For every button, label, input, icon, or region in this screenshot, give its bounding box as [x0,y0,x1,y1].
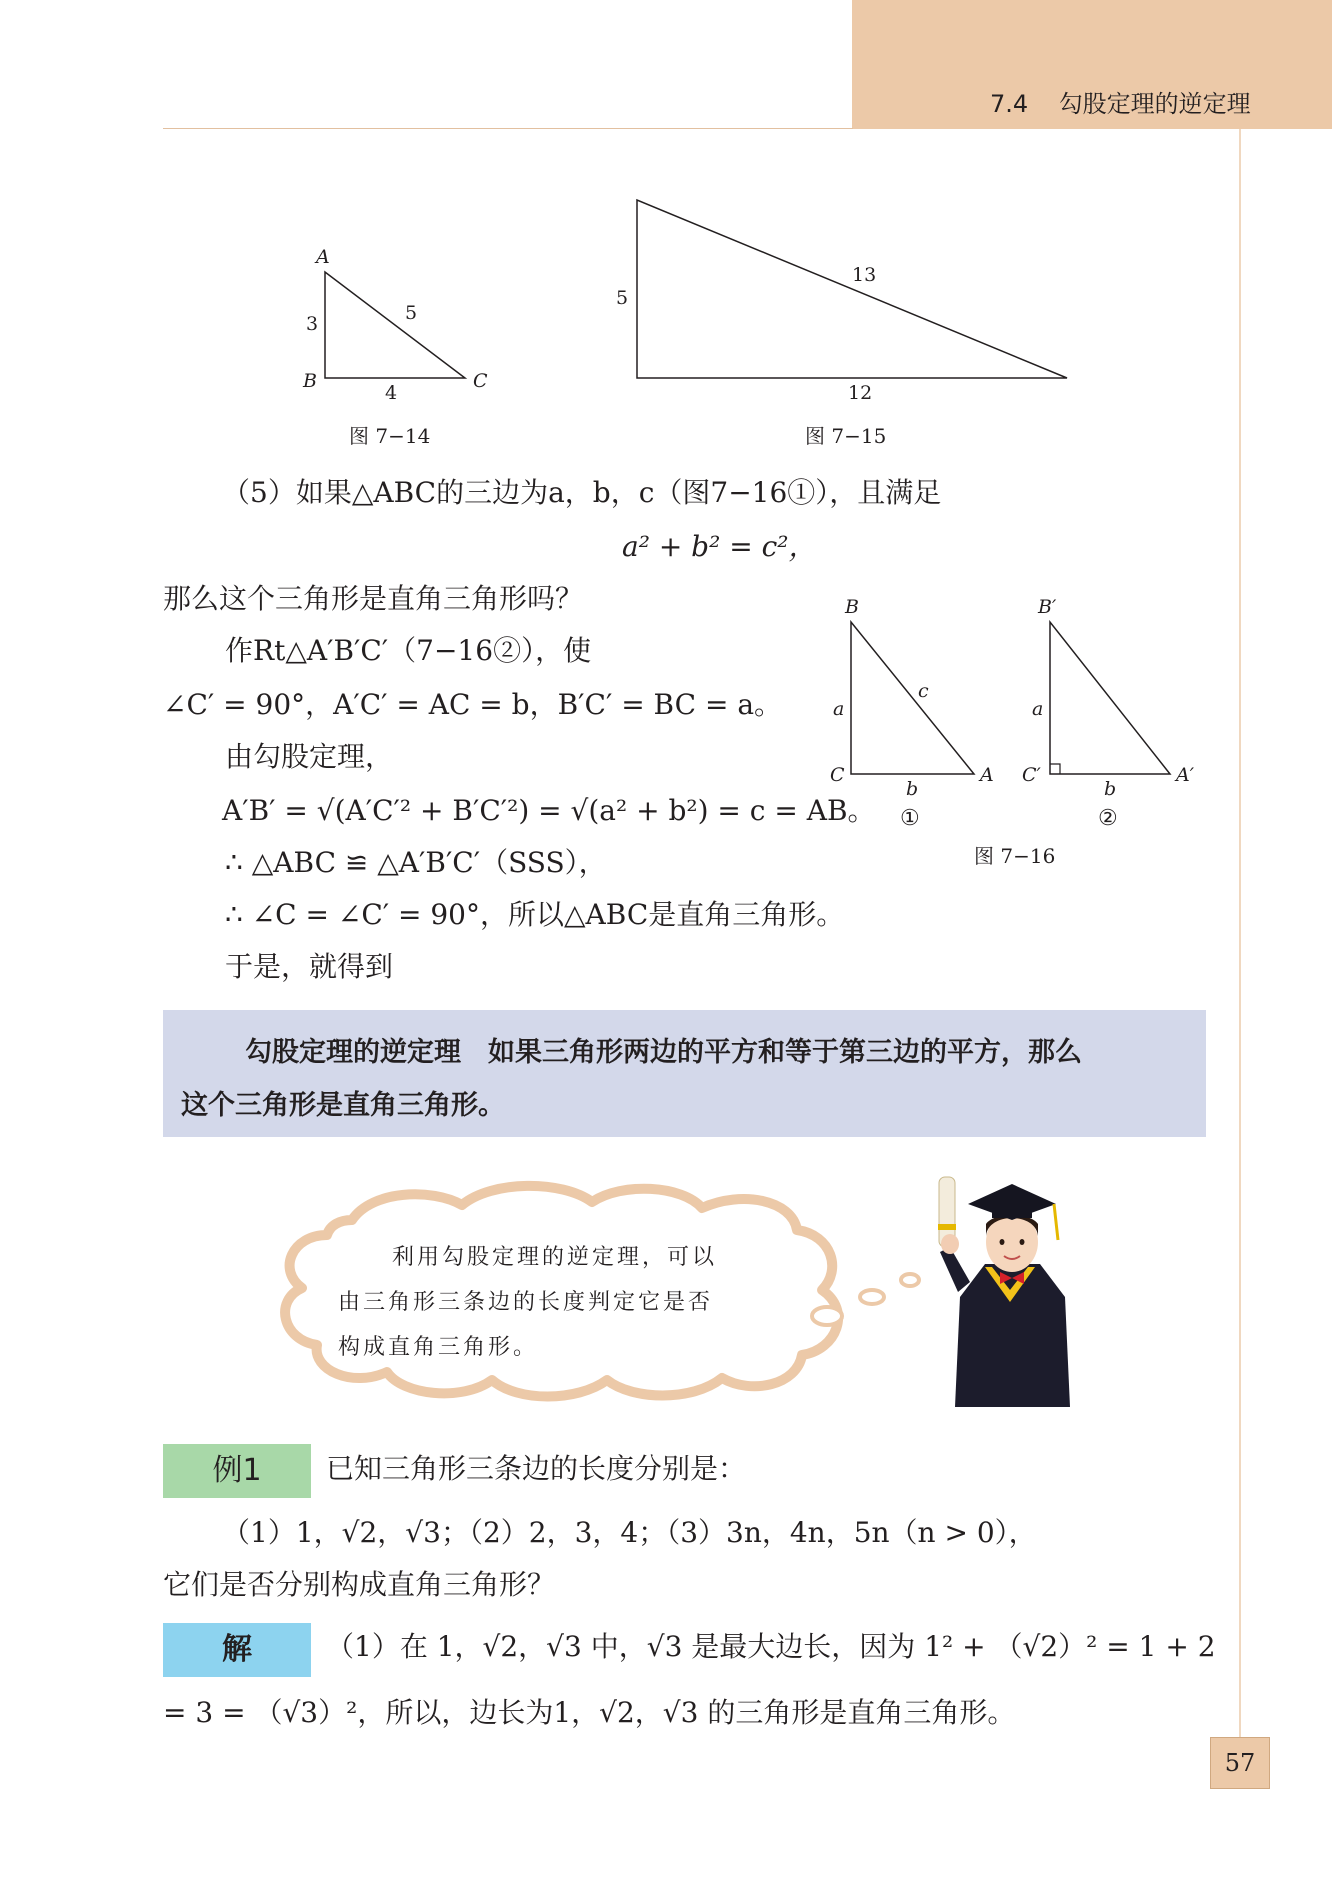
cloud-line-3: 构成直角三角形。 [338,1335,539,1360]
fig16-label-1: ① [900,806,920,831]
fig15-side-13: 13 [852,264,877,286]
fig15-caption: 图 7−15 [805,424,887,448]
fig14-side-3: 3 [306,313,319,335]
equation-a2b2c2: a² + b² = c²， [622,530,817,563]
fig16-side-a-prime: a [1032,698,1044,720]
question-line: 那么这个三角形是直角三角形吗？ [163,582,584,615]
fig16-vertex-c: C [830,764,845,786]
cloud-line-2: 由三角形三条边的长度判定它是否 [338,1290,714,1315]
fig14-side-4: 4 [385,382,398,404]
theorem-line-1 [245,1030,1082,1069]
figure-7-14 [300,240,500,410]
figure-7-15 [620,190,1080,390]
fig14-vertex-b: B [303,370,317,392]
theorem-name: 勾股定理的逆定理 [245,1037,461,1068]
graduate-girl-illustration [930,1172,1090,1412]
example-ask: 它们是否分别构成直角三角形？ [163,1568,556,1601]
fig14-caption: 图 7−14 [349,424,431,448]
fig16-side-a: a [833,698,845,720]
fig16-caption: 图 7−16 [974,844,1056,868]
construct-line: 作Rt△A′B′C′（7−16②），使 [225,634,592,667]
theorem-statement-1: 如果三角形两边的平方和等于第三边的平方，那么 [488,1037,1082,1068]
angle-line: ∠C′ = 90°，A′C′ = AC = b，B′C′ = BC = a。 [163,688,783,721]
fig14-vertex-a: A [316,246,330,268]
fig16-vertex-b: B [845,596,859,618]
margin-rule [1239,129,1241,1749]
solution-tag: 解 [163,1623,311,1677]
therefore-line: 于是，就得到 [225,950,394,983]
congruence-line: ∴ △ABC ≌ △A′B′C′（SSS）， [225,846,607,879]
fig16-vertex-c-prime: C′ [1022,764,1041,786]
figure-7-16 [840,610,1200,790]
page-number: 57 [1210,1737,1270,1789]
example-question: 已知三角形三条边的长度分别是： [326,1452,747,1485]
fig16-vertex-a: A [980,764,994,786]
fig16-side-b: b [906,778,919,800]
cloud-line-1: 利用勾股定理的逆定理，可以 [392,1245,718,1270]
example-tag: 例1 [163,1444,311,1498]
fig14-vertex-c: C [473,370,488,392]
by-theorem-line: 由勾股定理， [225,740,394,773]
fig15-side-12: 12 [848,382,873,404]
fig15-side-5: 5 [616,287,629,309]
sqrt-equation-line: A′B′ = √(A′C′² + B′C′²) = √(a² + b²) = c = AB。 [222,794,876,827]
conclusion-line: ∴ ∠C = ∠C′ = 90°，所以△ABC是直角三角形。 [225,898,845,931]
fig16-vertex-a-prime: A′ [1176,764,1195,786]
solution-line-2: = 3 = （√3）²，所以，边长为1，√2，√3 的三角形是直角三角形。 [163,1696,1016,1729]
fig16-vertex-b-prime: B′ [1038,596,1057,618]
fig16-label-2: ② [1098,806,1118,831]
solution-line-1: （1）在 1，√2，√3 中，√3 是最大边长，因为 1² + （√2）² = 1 + 2 [326,1630,1216,1663]
fig16-side-c: c [918,680,929,702]
fig16-side-b-prime: b [1104,778,1117,800]
theorem-statement-2: 这个三角形是直角三角形。 [181,1090,505,1121]
header-rule [163,128,853,129]
fig14-side-5: 5 [405,302,418,324]
example-cases: （1）1，√2，√3；（2）2，3，4；（3）3n，4n，5n（n > 0）， [222,1516,1037,1549]
section-title: 7.4 勾股定理的逆定理 [990,90,1251,118]
paragraph-5: （5）如果△ABC的三边为a，b，c（图7−16①），且满足 [222,476,942,509]
